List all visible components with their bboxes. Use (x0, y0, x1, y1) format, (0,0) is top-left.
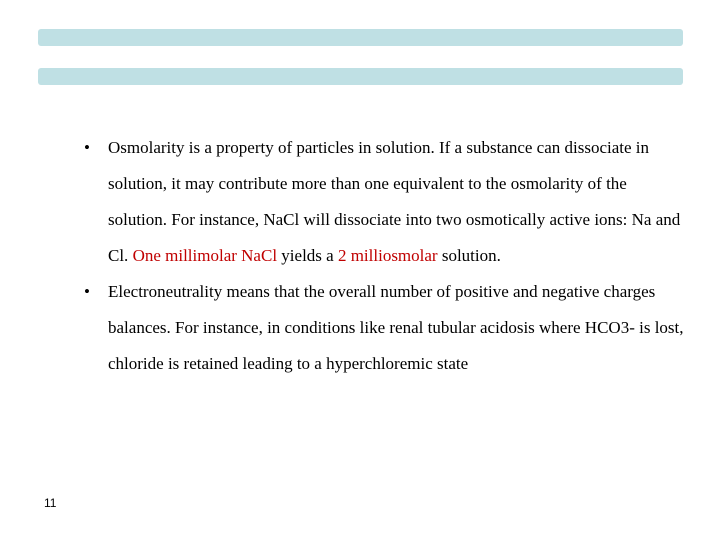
bullet-text-part: solution. (437, 246, 501, 265)
bullet-icon: • (84, 138, 90, 157)
header-bar-top (38, 29, 683, 46)
slide-number: 11 (44, 496, 57, 510)
bullet-electroneutrality (84, 274, 684, 382)
header-bar-bottom (38, 68, 683, 85)
bullet-text-part: Osmolarity is a property of particles in solution. If a substance can dissociate in solution, it may contribute more than one equivalent to the osmolarity of the solution. For instance, NaCl will dissociate into two osmotically active ions: Na and Cl. (108, 138, 681, 265)
bullet-text-part: yields a (277, 246, 338, 265)
highlight-text: One millimolar NaCl (132, 246, 278, 265)
bullet-osmolarity (84, 130, 684, 274)
highlight-text: 2 milliosmolar (337, 246, 438, 265)
bullet-text: Electroneutrality means that the overall number of positive and negative charges balances. For instance, in conditions like renal tubular acidosis where HCO3- is lost, chloride is retained leading to a hyperchloremic state (108, 282, 684, 373)
bullet-icon: • (84, 282, 90, 301)
slide-body (84, 130, 684, 382)
